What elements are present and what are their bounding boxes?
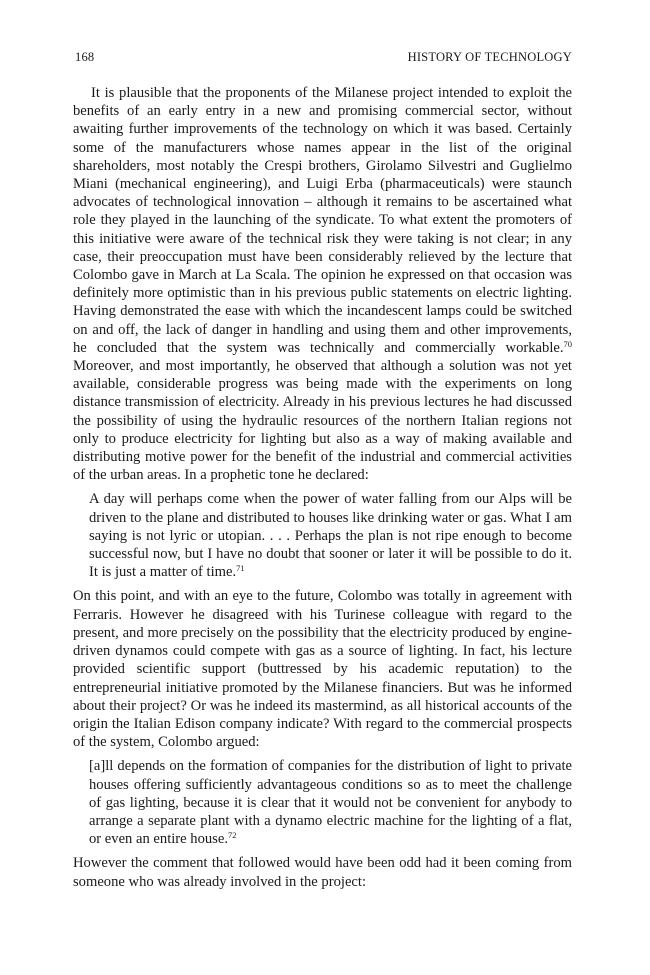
paragraph-2	[73, 587, 572, 751]
paragraph-1	[73, 84, 572, 484]
page-body	[73, 84, 572, 897]
paragraph-3	[73, 854, 572, 890]
footnote-ref-70: 70	[563, 338, 572, 349]
block-quote-2	[89, 757, 572, 848]
running-title: HISTORY OF TECHNOLOGY	[407, 50, 572, 64]
footnote-ref-71: 71	[236, 563, 245, 574]
block-quote-2-text: [a]ll depends on the formation of companies for the distribution of light to private houses offering sufficiently advantageous conditions so as to meet the challenge of gas lighting, because it is clear that it would not be convenient for anybody to arrange a separate plant with a dynamo electric machine for the lighting of a flat, or even an entire house.	[89, 758, 572, 848]
paragraph-1-continued: Moreover, and most importantly, he observed that although a solution was not yet available, considerable progress was being made with the experiments on long distance transmission of electricity. Already in his previous lectures he had discussed the possibility of using the hydraulic resources of the northern Italian regions not only to produce electricity for lighting but also as a way of making available and distributing motive power for the benefit of the industrial and commercial activities of the urban areas. In a prophetic tone he declared:	[73, 358, 572, 484]
footnote-ref-72: 72	[228, 830, 237, 841]
paragraph-1-text: It is plausible that the proponents of the Milanese project intended to exploit the benefits of an early entry in a new and promising commercial sector, without awaiting further improvements of the technology on which it was based. Certainly some of the manufacturers whose names appear in the list of the original shareholders, most notably the Crespi brothers, Girolamo Silvestri and Guglielmo Miani (mechanical engineering), and Luigi Erba (pharmaceuticals) were staunch advocates of technological innovation – although it remains to be ascertained what role they played in the launching of the syndicate. To what extent the promoters of this initiative were aware of the technical risk they were taking is not clear; in any case, their preoccupation must have been considerably relieved by the lecture that Colombo gave in March at La Scala. The opinion he expressed on that occasion was definitely more optimistic than in his previous public statements on electric lighting. Having demonstrated the ease with which the incandescent lamps could be switched on and off, the lack of danger in handling and using them and other improvements, he concluded that the system was technically and commercially workable.	[73, 85, 572, 356]
block-quote-1-text: A day will perhaps come when the power of water falling from our Alps will be driven to the plane and distributed to houses like drinking water or gas. What I am saying is not lyric or utopian. . . . Perhaps the plan is not ripe enough to become successful now, but I have no doubt that sooner or later it will be possible to do it. It is just a matter of time.	[89, 491, 572, 581]
paragraph-2-text: On this point, and with an eye to the future, Colombo was totally in agreement with Ferraris. However he disagreed with his Turinese colleague with regard to the present, and more precisely on the possibility that the electricity produced by engine-driven dynamos could compete with gas as a source of lighting. In fact, his lecture provided scientific support (buttressed by his academic reputation) to the entrepreneurial initiative promoted by the Milanese financiers. But was he informed about their project? Or was he indeed its mastermind, as all historical accounts of the origin the Italian Edison company indicate? With regard to the commercial prospects of the system, Colombo argued:	[73, 588, 572, 751]
page-number: 168	[75, 50, 95, 64]
block-quote-1	[89, 490, 572, 581]
running-header	[75, 50, 572, 65]
paragraph-3-text: However the comment that followed would have been odd had it been coming from someone who was already involved in the project:	[73, 855, 572, 890]
